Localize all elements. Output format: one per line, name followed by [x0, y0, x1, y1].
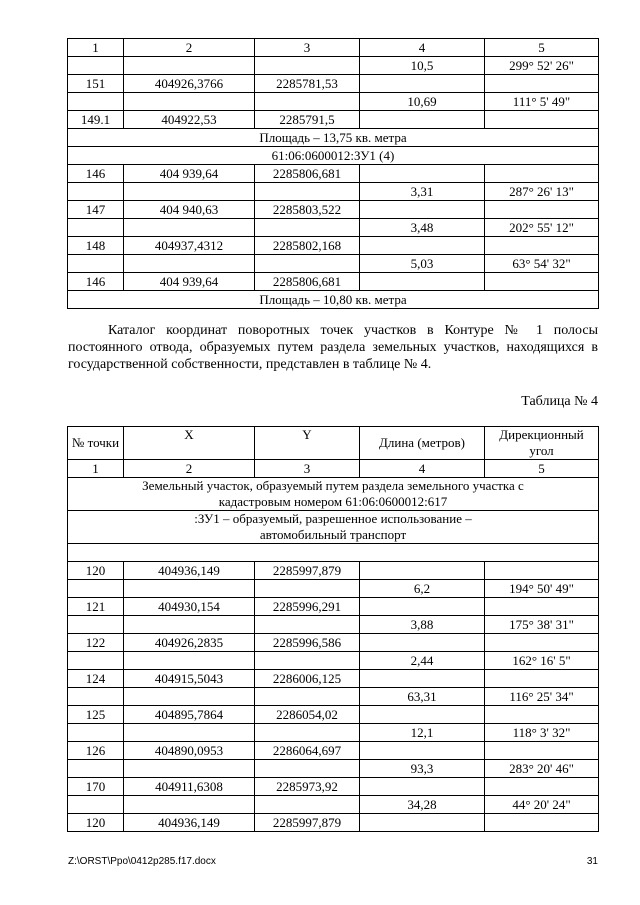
coordinates-table-continued [67, 38, 599, 309]
length-cell [360, 237, 485, 255]
length-cell [360, 778, 485, 796]
point-number: 120 [68, 562, 124, 580]
point-row [68, 778, 599, 796]
segment-row [68, 652, 599, 670]
angle-cell [485, 706, 599, 724]
y-cell [255, 183, 360, 201]
x-cell [124, 724, 255, 742]
segment-row [68, 93, 599, 111]
point-row [68, 273, 599, 291]
x-coordinate: 404937,4312 [124, 237, 255, 255]
x-cell [124, 57, 255, 75]
angle-cell [485, 670, 599, 688]
y-cell [255, 688, 360, 706]
merged-caption: Площадь – 10,80 кв. метра [68, 291, 599, 309]
point-row [68, 237, 599, 255]
x-coordinate: 404936,149 [124, 562, 255, 580]
catalog-paragraph: Каталог координат поворотных точек участков в Контуре № 1 полосы постоянного отвода, образуемых путем раздела земельных участков, находящихся в государственной собственности, представлен в таблице № 4. [68, 323, 598, 372]
y-coordinate: 2285791,5 [255, 111, 360, 129]
length-cell [360, 273, 485, 291]
segment-row [68, 760, 599, 778]
x-coordinate: 404930,154 [124, 598, 255, 616]
x-coordinate: 404926,2835 [124, 634, 255, 652]
column-number: 3 [255, 460, 360, 478]
x-coordinate: 404890,0953 [124, 742, 255, 760]
point-number-cell [68, 688, 124, 706]
column-number: 5 [485, 460, 599, 478]
x-cell [124, 652, 255, 670]
point-number: 146 [68, 273, 124, 291]
segment-row [68, 183, 599, 201]
direction-angle: 299° 52' 26" [485, 57, 599, 75]
point-number-cell [68, 255, 124, 273]
y-coordinate: 2285997,879 [255, 814, 360, 832]
y-cell [255, 255, 360, 273]
direction-angle: 175° 38' 31" [485, 616, 599, 634]
x-coordinate: 404 939,64 [124, 273, 255, 291]
y-cell [255, 652, 360, 670]
segment-length: 93,3 [360, 760, 485, 778]
empty-cell [68, 544, 599, 562]
point-number: 170 [68, 778, 124, 796]
point-number-cell [68, 652, 124, 670]
angle-cell [485, 778, 599, 796]
column-number-row [68, 460, 599, 478]
length-cell [360, 598, 485, 616]
direction-angle: 287° 26' 13" [485, 183, 599, 201]
x-coordinate: 404895,7864 [124, 706, 255, 724]
header-y: Y [255, 427, 360, 460]
segment-length: 34,28 [360, 796, 485, 814]
y-cell [255, 796, 360, 814]
point-number-cell [68, 760, 124, 778]
length-cell [360, 75, 485, 93]
point-number-cell [68, 580, 124, 598]
point-number: 148 [68, 237, 124, 255]
y-cell [255, 219, 360, 237]
segment-row [68, 688, 599, 706]
y-coordinate: 2285806,681 [255, 165, 360, 183]
angle-cell [485, 742, 599, 760]
segment-length: 10,69 [360, 93, 485, 111]
segment-length: 3,31 [360, 183, 485, 201]
segment-length: 3,88 [360, 616, 485, 634]
header-point-number: № точки [68, 427, 124, 460]
x-cell [124, 255, 255, 273]
point-row [68, 706, 599, 724]
segment-row [68, 255, 599, 273]
header-row [68, 427, 599, 460]
point-number: 151 [68, 75, 124, 93]
merged-caption: 61:06:0600012:ЗУ1 (4) [68, 147, 599, 165]
y-coordinate: 2285806,681 [255, 273, 360, 291]
x-coordinate: 404915,5043 [124, 670, 255, 688]
y-coordinate: 2285996,291 [255, 598, 360, 616]
point-number-cell [68, 57, 124, 75]
column-number: 1 [68, 39, 124, 57]
x-coordinate: 404 940,63 [124, 201, 255, 219]
column-number: 4 [360, 460, 485, 478]
segment-length: 5,03 [360, 255, 485, 273]
y-coordinate: 2285997,879 [255, 562, 360, 580]
merged-caption: Площадь – 13,75 кв. метра [68, 129, 599, 147]
x-coordinate: 404 939,64 [124, 165, 255, 183]
y-cell [255, 760, 360, 778]
point-number-cell [68, 93, 124, 111]
x-cell [124, 760, 255, 778]
x-cell [124, 796, 255, 814]
segment-row [68, 57, 599, 75]
point-row [68, 670, 599, 688]
x-coordinate: 404922,53 [124, 111, 255, 129]
y-coordinate: 2285996,586 [255, 634, 360, 652]
column-number: 4 [360, 39, 485, 57]
x-coordinate: 404911,6308 [124, 778, 255, 796]
segment-row [68, 219, 599, 237]
y-coordinate: 2285803,522 [255, 201, 360, 219]
segment-length: 3,48 [360, 219, 485, 237]
y-coordinate: 2286064,697 [255, 742, 360, 760]
direction-angle: 162° 16' 5" [485, 652, 599, 670]
x-cell [124, 688, 255, 706]
angle-cell [485, 111, 599, 129]
subsection-title: :ЗУ1 – образуемый, разрешенное использование – автомобильный транспорт [68, 511, 599, 544]
point-number: 122 [68, 634, 124, 652]
segment-length: 2,44 [360, 652, 485, 670]
point-row [68, 201, 599, 219]
angle-cell [485, 598, 599, 616]
segment-length: 63,31 [360, 688, 485, 706]
y-cell [255, 57, 360, 75]
x-coordinate: 404926,3766 [124, 75, 255, 93]
angle-cell [485, 273, 599, 291]
direction-angle: 194° 50' 49" [485, 580, 599, 598]
direction-angle: 118° 3' 32" [485, 724, 599, 742]
column-number: 5 [485, 39, 599, 57]
point-number-cell [68, 616, 124, 634]
length-cell [360, 742, 485, 760]
header-length: Длина (метров) [360, 427, 485, 460]
file-path: Z:\ORST\Ppo\0412p285.f17.docx [68, 856, 216, 867]
page-number: 31 [586, 856, 598, 867]
length-cell [360, 201, 485, 219]
point-number: 121 [68, 598, 124, 616]
direction-angle: 283° 20' 46" [485, 760, 599, 778]
segment-row [68, 580, 599, 598]
length-cell [360, 670, 485, 688]
point-number: 146 [68, 165, 124, 183]
point-number-cell [68, 183, 124, 201]
point-row [68, 111, 599, 129]
x-coordinate: 404936,149 [124, 814, 255, 832]
length-cell [360, 814, 485, 832]
x-cell [124, 616, 255, 634]
y-cell [255, 724, 360, 742]
direction-angle: 116° 25' 34" [485, 688, 599, 706]
column-number: 2 [124, 460, 255, 478]
y-coordinate: 2285781,53 [255, 75, 360, 93]
angle-cell [485, 201, 599, 219]
length-cell [360, 634, 485, 652]
y-cell [255, 580, 360, 598]
length-cell [360, 562, 485, 580]
header-x: X [124, 427, 255, 460]
length-cell [360, 165, 485, 183]
y-cell [255, 616, 360, 634]
point-number: 147 [68, 201, 124, 219]
section-title: Земельный участок, образуемый путем раздела земельного участка с кадастровым номером 61:06:0600012:617 [68, 478, 599, 511]
point-number: 124 [68, 670, 124, 688]
point-number: 125 [68, 706, 124, 724]
point-row [68, 562, 599, 580]
y-coordinate: 2285802,168 [255, 237, 360, 255]
x-cell [124, 183, 255, 201]
direction-angle: 202° 55' 12" [485, 219, 599, 237]
column-number: 3 [255, 39, 360, 57]
point-number-cell [68, 219, 124, 237]
point-number: 149.1 [68, 111, 124, 129]
point-row [68, 634, 599, 652]
point-row [68, 814, 599, 832]
merged-row [68, 291, 599, 309]
empty-row [68, 544, 599, 562]
direction-angle: 63° 54' 32" [485, 255, 599, 273]
point-row [68, 75, 599, 93]
section-row [68, 478, 599, 511]
length-cell [360, 111, 485, 129]
y-coordinate: 2285973,92 [255, 778, 360, 796]
table-label: Таблица № 4 [521, 394, 598, 409]
point-row [68, 742, 599, 760]
header-direction-angle: Дирекционный угол [485, 427, 599, 460]
y-cell [255, 93, 360, 111]
point-number: 120 [68, 814, 124, 832]
direction-angle: 111° 5' 49" [485, 93, 599, 111]
y-coordinate: 2286006,125 [255, 670, 360, 688]
segment-row [68, 796, 599, 814]
point-number: 126 [68, 742, 124, 760]
x-cell [124, 580, 255, 598]
segment-length: 10,5 [360, 57, 485, 75]
subsection-row [68, 511, 599, 544]
x-cell [124, 219, 255, 237]
column-number: 1 [68, 460, 124, 478]
point-row [68, 598, 599, 616]
angle-cell [485, 562, 599, 580]
direction-angle: 44° 20' 24" [485, 796, 599, 814]
merged-row [68, 129, 599, 147]
angle-cell [485, 814, 599, 832]
x-cell [124, 93, 255, 111]
merged-row [68, 147, 599, 165]
segment-length: 6,2 [360, 580, 485, 598]
column-number: 2 [124, 39, 255, 57]
angle-cell [485, 237, 599, 255]
column-number-row [68, 39, 599, 57]
segment-length: 12,1 [360, 724, 485, 742]
point-row [68, 165, 599, 183]
coordinates-table-4 [67, 426, 599, 832]
angle-cell [485, 634, 599, 652]
point-number-cell [68, 724, 124, 742]
length-cell [360, 706, 485, 724]
point-number-cell [68, 796, 124, 814]
angle-cell [485, 75, 599, 93]
segment-row [68, 724, 599, 742]
angle-cell [485, 165, 599, 183]
segment-row [68, 616, 599, 634]
y-coordinate: 2286054,02 [255, 706, 360, 724]
